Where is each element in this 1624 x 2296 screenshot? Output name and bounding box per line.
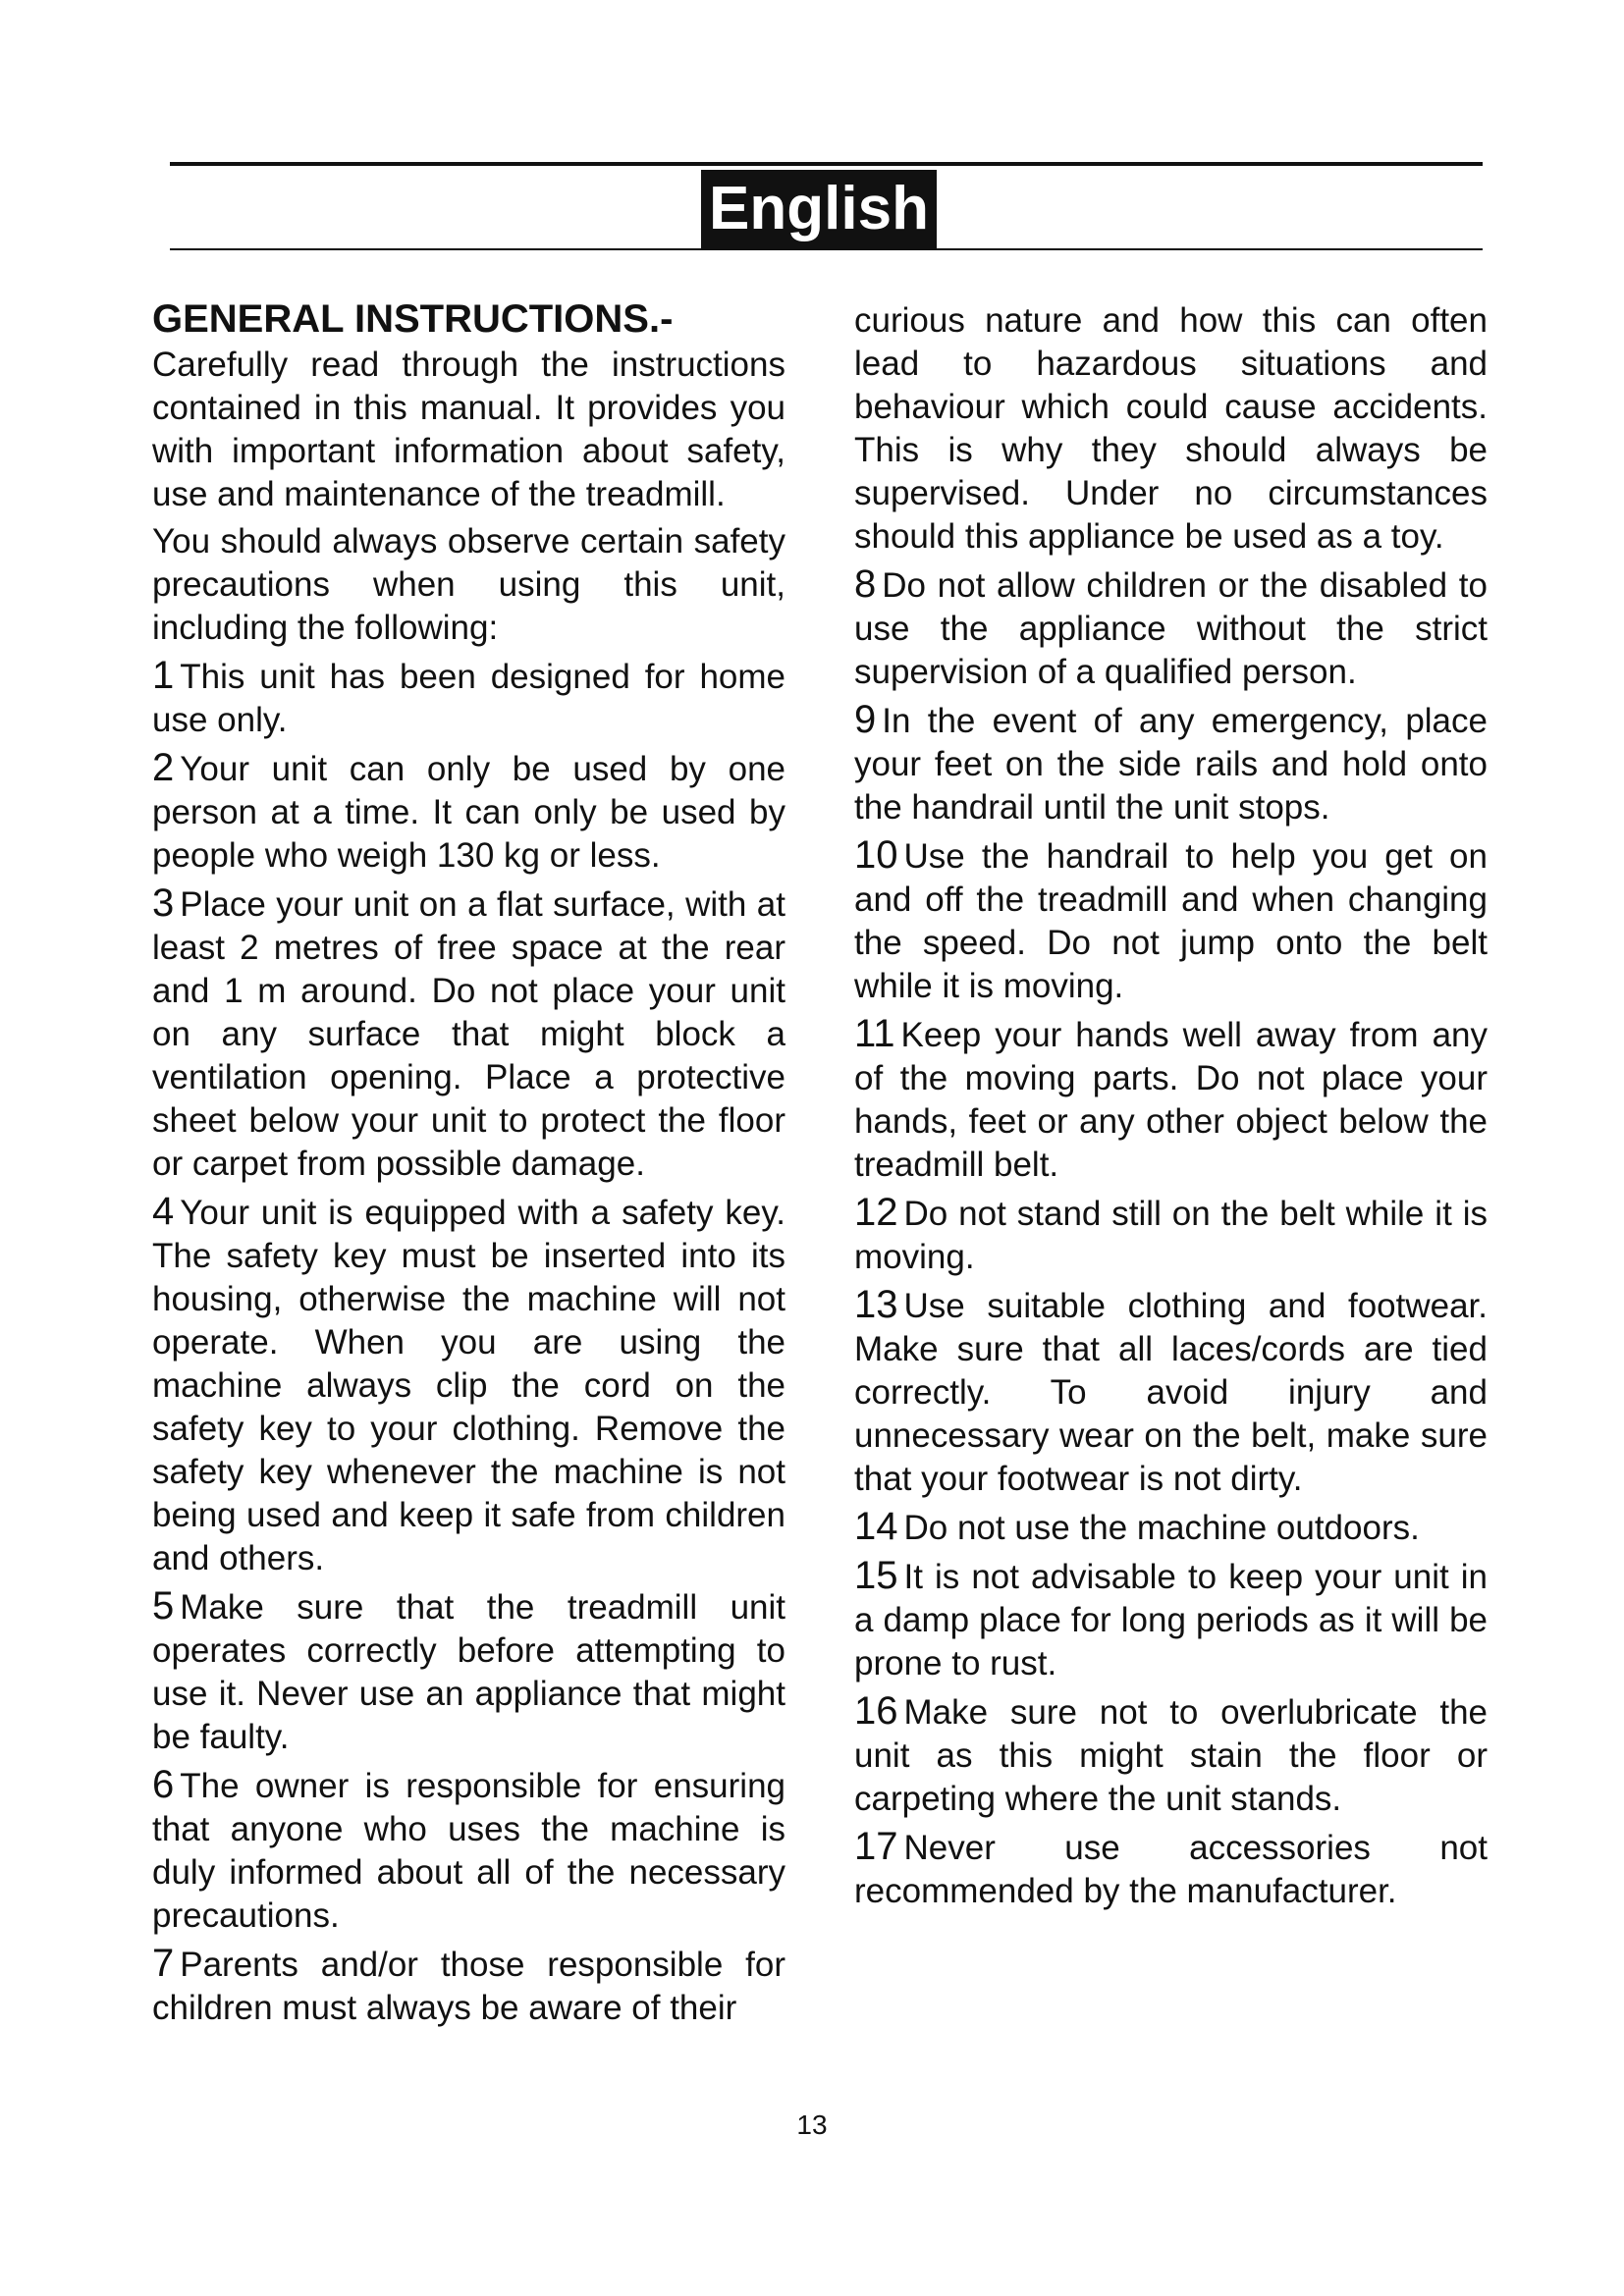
item-number: 5: [152, 1584, 175, 1628]
right-column: [854, 299, 1488, 1917]
item-text: Make sure not to overlubricate the unit as this might stain the floor or carpeting where the unit stands.: [854, 1693, 1488, 1818]
item-number: 13: [854, 1283, 898, 1326]
instruction-item-11: [854, 1012, 1488, 1187]
instruction-item-3: [152, 881, 785, 1186]
instruction-item-9: [854, 698, 1488, 829]
item-text: Do not use the machine outdoors.: [903, 1509, 1420, 1547]
instruction-item-7: [152, 1942, 785, 2030]
instruction-item-8: [854, 562, 1488, 694]
item-text: Do not stand still on the belt while it is moving.: [854, 1195, 1488, 1276]
item-number: 14: [854, 1505, 898, 1548]
item-7-continuation: curious nature and how this can often lead to hazardous situations and behaviour which could cause accidents. This is why they should always be supervised. Under no circumstances should this appliance be used as a toy.: [854, 301, 1488, 556]
header-rule-bottom: [170, 248, 1483, 250]
item-text: It is not advisable to keep your unit in a damp place for long periods as it will be prone to rust.: [854, 1558, 1488, 1682]
section-heading: GENERAL INSTRUCTIONS.-: [152, 297, 674, 341]
item-number: 6: [152, 1763, 175, 1806]
instruction-item-4: [152, 1190, 785, 1580]
item-number: 4: [152, 1190, 175, 1233]
item-text: Your unit can only be used by one person at a time. It can only be used by people who weigh 130 kg or less.: [152, 750, 785, 875]
item-number: 17: [854, 1825, 898, 1868]
item-number: 9: [854, 698, 877, 741]
item-number: 16: [854, 1689, 898, 1733]
instruction-item-5: [152, 1584, 785, 1759]
item-number: 11: [854, 1012, 895, 1055]
instruction-item-13: [854, 1283, 1488, 1501]
item-text: Keep your hands well away from any of the moving parts. Do not place your hands, feet or any other object below the treadmill belt.: [854, 1016, 1488, 1184]
instruction-item-1: [152, 654, 785, 742]
left-column: [152, 294, 785, 2034]
intro-paragraph-2: You should always observe certain safety precautions when using this unit, including the following:: [152, 522, 785, 647]
instruction-item-14: [854, 1505, 1488, 1550]
instruction-item-10: [854, 833, 1488, 1008]
item-text: Parents and/or those responsible for children must always be aware of their: [152, 1946, 785, 2027]
instruction-item-6: [152, 1763, 785, 1938]
item-number: 2: [152, 746, 175, 789]
item-text: The owner is responsible for ensuring that anyone who uses the machine is duly informed about all of the necessary precautions.: [152, 1767, 785, 1935]
item-text: Place your unit on a flat surface, with at least 2 metres of free space at the rear and 1 m around. Do not place your unit on any surface that might block a ventilation opening. Place a protective sheet below your unit to protect the floor or carpet from possible damage.: [152, 885, 785, 1183]
header-rule-top: [170, 162, 1483, 166]
language-label: English: [701, 170, 937, 248]
item-text: Use suitable clothing and footwear. Make sure that all laces/cords are tied correctly. To avoid injury and unnecessary wear on the belt, make sure that your footwear is not dirty.: [854, 1287, 1488, 1498]
item-text: This unit has been designed for home use only.: [152, 658, 785, 739]
instruction-item-17: [854, 1825, 1488, 1913]
item-text: Your unit is equipped with a safety key. The safety key must be inserted into its housing, otherwise the machine will not operate. When you are using the machine always clip the cord on the safety key to your clothing. Remove the safety key whenever the machine is not being used and keep it safe from children and others.: [152, 1194, 785, 1577]
item-number: 7: [152, 1942, 175, 1985]
item-number: 3: [152, 881, 175, 925]
item-number: 8: [854, 562, 877, 606]
page-number: 13: [796, 2109, 828, 2140]
item-text: Never use accessories not recommended by the manufacturer.: [854, 1829, 1488, 1910]
instruction-item-15: [854, 1554, 1488, 1685]
item-text: Make sure that the treadmill unit operates correctly before attempting to use it. Never use an appliance that might be faulty.: [152, 1588, 785, 1756]
item-text: Use the handrail to help you get on and off the treadmill and when changing the speed. Do not jump onto the belt while it is moving.: [854, 837, 1488, 1005]
instruction-item-2: [152, 746, 785, 878]
instruction-item-12: [854, 1191, 1488, 1279]
item-number: 10: [854, 833, 898, 877]
item-number: 15: [854, 1554, 898, 1597]
item-number: 12: [854, 1191, 898, 1234]
item-text: In the event of any emergency, place your feet on the side rails and hold onto the handrail until the unit stops.: [854, 702, 1488, 827]
item-number: 1: [152, 654, 175, 697]
instruction-item-16: [854, 1689, 1488, 1821]
intro-paragraph-1: Carefully read through the instructions contained in this manual. It provides you with important information about safety, use and maintenance of the treadmill.: [152, 346, 785, 513]
item-text: Do not allow children or the disabled to use the appliance without the strict supervision of a qualified person.: [854, 566, 1488, 691]
